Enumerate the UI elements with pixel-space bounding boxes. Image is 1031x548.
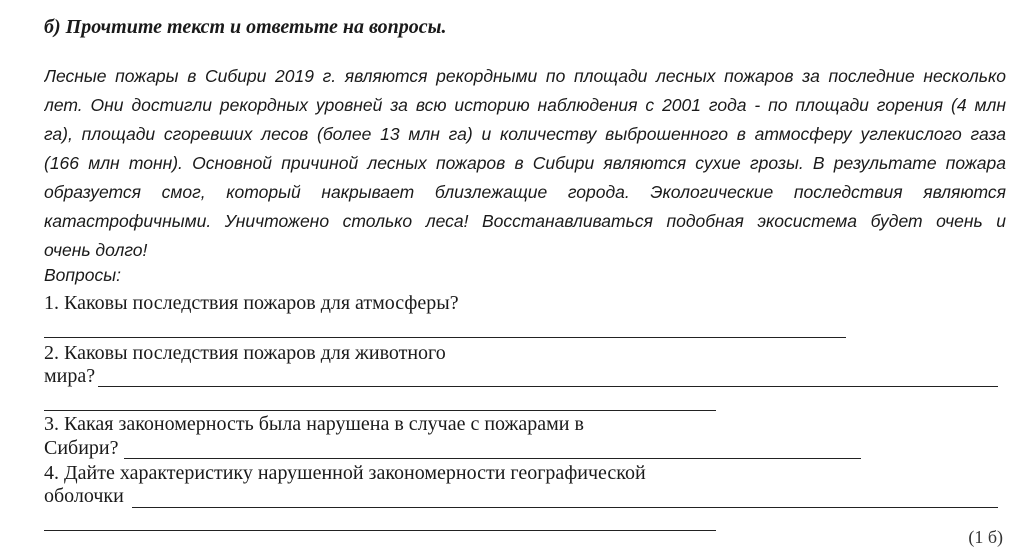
question-2-line-1: 2. Каковы последствия пожаров для животного — [44, 342, 446, 364]
question-1: 1. Каковы последствия пожаров для атмосферы? — [44, 292, 459, 314]
points-marker: (1 б) — [968, 527, 1003, 547]
passage-line: Лесные пожары в Сибири 2019 г. являются рекордными по площади лесных пожаров за последние несколько — [44, 66, 1006, 86]
task-heading: б) Прочтите текст и ответьте на вопросы. — [44, 16, 447, 38]
passage-line: га), площади сгоревших лесов (более 13 млн га) и количеству выброшенного в атмосферу углекислого газа — [44, 124, 1006, 144]
questions-label: Вопросы: — [44, 265, 121, 285]
passage-line: лет. Они достигли рекордных уровней за всю историю наблюдения с 2001 года - по площади горения (4 млн — [44, 95, 1006, 115]
question-4-line-1: 4. Дайте характеристику нарушенной закономерности географической — [44, 462, 646, 484]
passage-line: очень долго! — [44, 240, 148, 260]
question-2-line-2: мира? — [44, 365, 96, 387]
question-3-line-1: 3. Какая закономерность была нарушена в случае с пожарами в — [44, 413, 584, 435]
answer-line-4b[interactable] — [44, 530, 716, 531]
passage-line: образуется смог, который накрывает близлежащие города. Экологические последствия являются — [44, 182, 1006, 202]
answer-line-3[interactable] — [124, 458, 861, 459]
question-3-line-2: Сибири? — [44, 437, 119, 459]
answer-line-4[interactable] — [132, 507, 998, 508]
answer-line-2[interactable] — [98, 386, 998, 387]
passage-line: катастрофичными. Уничтожено столько леса! Восстанавливаться подобная экосистема будет очень и — [44, 211, 1006, 231]
reading-passage — [44, 62, 1006, 265]
answer-line-2b[interactable] — [44, 410, 716, 411]
passage-line: (166 млн тонн). Основной причиной лесных пожаров в Сибири являются сухие грозы. В результате пожара — [44, 153, 1006, 173]
answer-line-1[interactable] — [44, 337, 846, 338]
question-4-line-2: оболочки — [44, 485, 124, 507]
